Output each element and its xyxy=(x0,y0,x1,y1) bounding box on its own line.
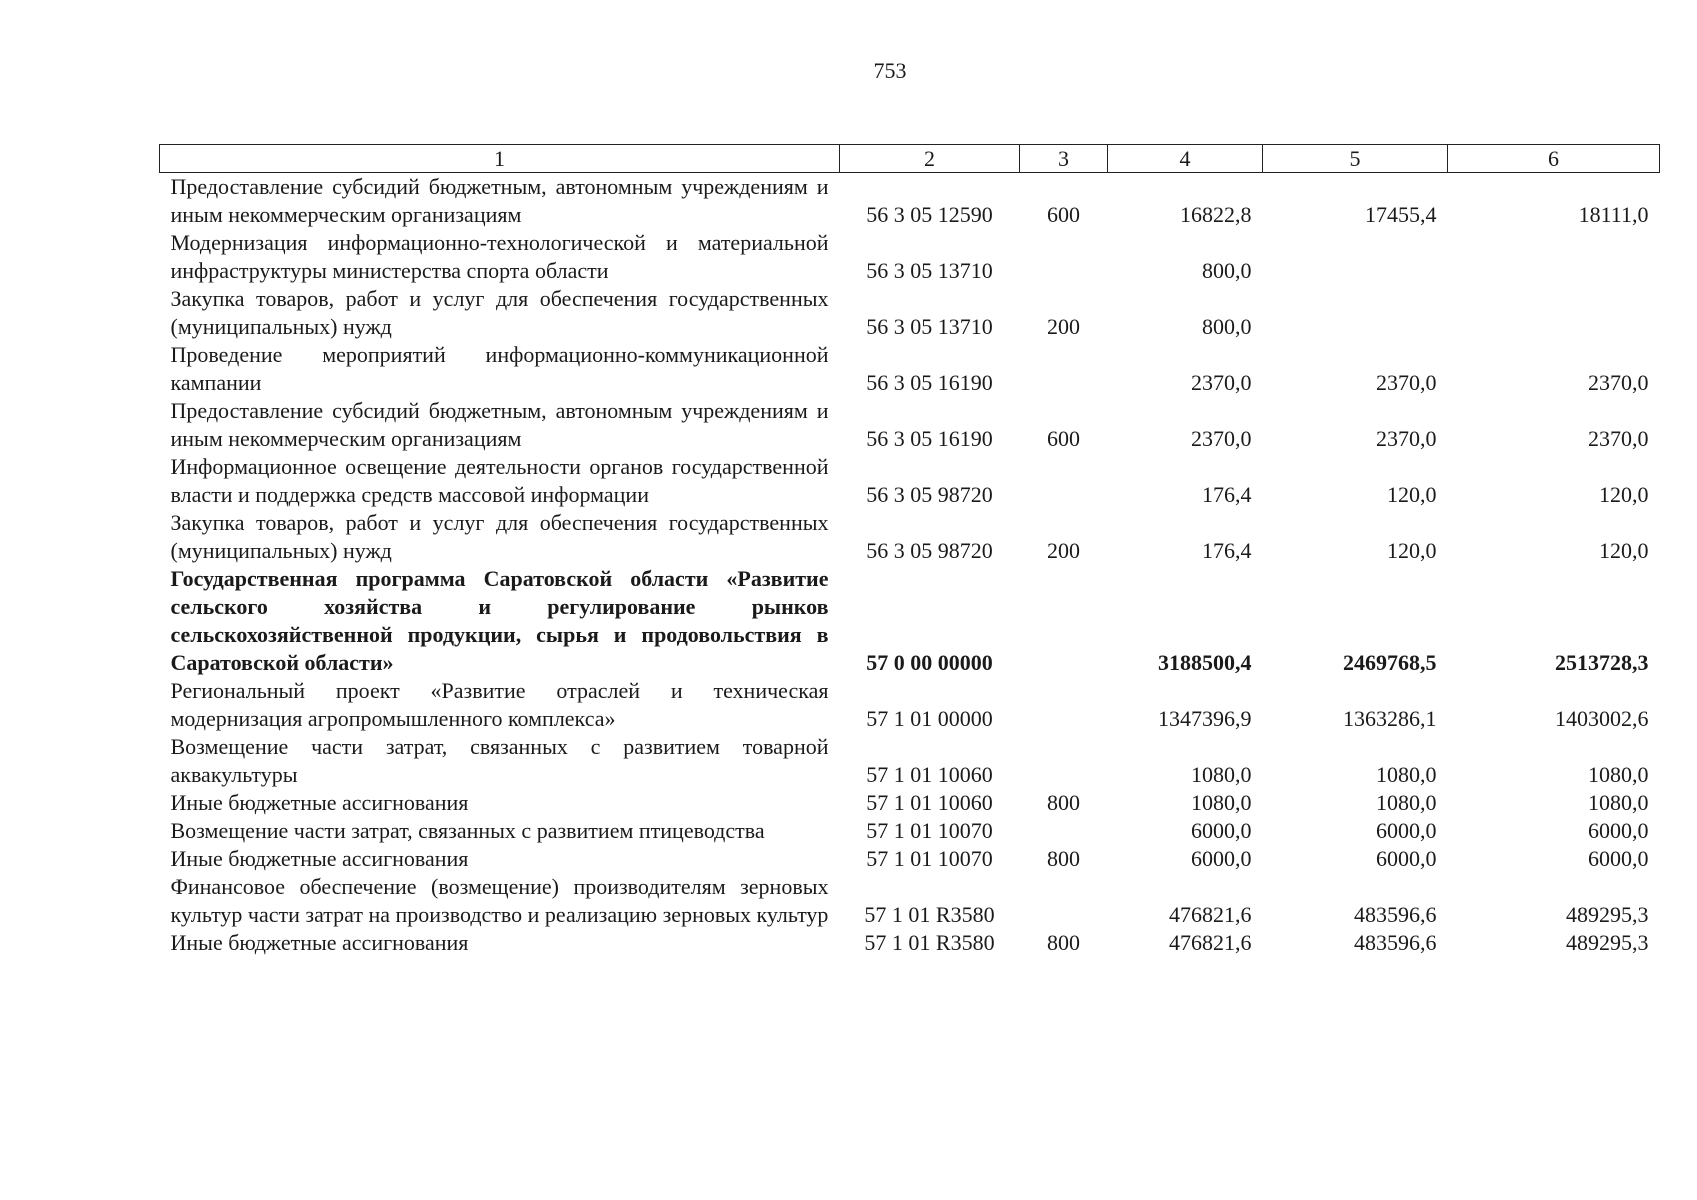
row-value-col4: 176,4 xyxy=(1202,482,1252,507)
row-name: Модернизация информационно-технологической и материальной инфраструктуры министерства спорта области xyxy=(170,230,829,283)
table-row xyxy=(160,677,1660,733)
row-expense-type: 200 xyxy=(1047,538,1080,563)
table-row xyxy=(160,817,1660,845)
row-value-col4: 2370,0 xyxy=(1191,370,1252,395)
row-value-col6: 489295,3 xyxy=(1566,902,1649,927)
row-expense-type: 800 xyxy=(1047,930,1080,955)
row-value-col6: 2370,0 xyxy=(1588,426,1649,451)
table-header xyxy=(160,145,1660,173)
table-row xyxy=(160,733,1660,789)
header-col-3: 3 xyxy=(1020,145,1108,173)
row-value-col6: 489295,3 xyxy=(1566,930,1649,955)
row-value-col4: 176,4 xyxy=(1202,538,1252,563)
row-expense-type xyxy=(1020,341,1108,397)
table-row xyxy=(160,453,1660,509)
row-code: 57 0 00 00000 xyxy=(866,650,993,675)
row-value-col5: 2469768,5 xyxy=(1343,650,1437,675)
row-value-col4: 1347396,9 xyxy=(1158,706,1252,731)
row-value-col4: 476821,6 xyxy=(1169,902,1252,927)
header-row xyxy=(160,145,1660,173)
row-value-col6: 120,0 xyxy=(1599,538,1649,563)
row-value-col4: 2370,0 xyxy=(1191,426,1252,451)
row-value-col6: 6000,0 xyxy=(1588,818,1649,843)
row-expense-type xyxy=(1020,229,1108,285)
table-body xyxy=(160,173,1660,958)
row-name: Закупка товаров, работ и услуг для обеспечения государственных (муниципальных) нужд xyxy=(170,286,829,339)
row-expense-type xyxy=(1020,565,1108,677)
row-value-col5: 17455,4 xyxy=(1365,202,1437,227)
row-expense-type xyxy=(1020,677,1108,733)
row-value-col5: 2370,0 xyxy=(1376,370,1437,395)
table-row xyxy=(160,789,1660,817)
table-row xyxy=(160,845,1660,873)
row-code: 57 1 01 R3580 xyxy=(864,902,995,927)
row-name: Иные бюджетные ассигнования xyxy=(170,790,469,815)
row-code: 57 1 01 10060 xyxy=(866,790,993,815)
row-value-col6 xyxy=(1448,229,1660,285)
row-value-col6: 1080,0 xyxy=(1588,790,1649,815)
table-row-program xyxy=(160,565,1660,677)
row-value-col5: 6000,0 xyxy=(1376,846,1437,871)
row-value-col6: 120,0 xyxy=(1599,482,1649,507)
row-value-col4: 6000,0 xyxy=(1191,818,1252,843)
table-row xyxy=(160,229,1660,285)
row-value-col5: 1080,0 xyxy=(1376,762,1437,787)
row-expense-type: 800 xyxy=(1047,846,1080,871)
row-value-col5: 6000,0 xyxy=(1376,818,1437,843)
row-expense-type xyxy=(1020,733,1108,789)
row-value-col5: 1363286,1 xyxy=(1343,706,1437,731)
row-name: Предоставление субсидий бюджетным, автономным учреждениям и иным некоммерческим организациям xyxy=(170,398,829,451)
row-name: Иные бюджетные ассигнования xyxy=(170,930,469,955)
header-col-4: 4 xyxy=(1108,145,1263,173)
header-col-5: 5 xyxy=(1263,145,1448,173)
table-row xyxy=(160,929,1660,957)
row-name: Предоставление субсидий бюджетным, автономным учреждениям и иным некоммерческим организациям xyxy=(170,174,829,227)
row-value-col5: 483596,6 xyxy=(1354,902,1437,927)
row-value-col5 xyxy=(1263,229,1448,285)
row-expense-type: 800 xyxy=(1047,790,1080,815)
row-value-col4: 6000,0 xyxy=(1191,846,1252,871)
row-name: Иные бюджетные ассигнования xyxy=(170,846,469,871)
header-col-6: 6 xyxy=(1448,145,1660,173)
row-code: 57 1 01 R3580 xyxy=(864,930,995,955)
row-value-col5 xyxy=(1263,285,1448,341)
page-number: 753 xyxy=(873,58,907,83)
header-col-2: 2 xyxy=(840,145,1020,173)
row-name: Информационное освещение деятельности органов государственной власти и поддержка средств массовой информации xyxy=(170,454,829,507)
table-row xyxy=(160,341,1660,397)
row-value-col6: 1403002,6 xyxy=(1555,706,1649,731)
table-row xyxy=(160,873,1660,929)
row-value-col6: 1080,0 xyxy=(1588,762,1649,787)
row-expense-type: 600 xyxy=(1047,426,1080,451)
row-value-col6: 2513728,3 xyxy=(1555,650,1649,675)
row-value-col4: 476821,6 xyxy=(1169,930,1252,955)
row-name: Финансовое обеспечение (возмещение) производителям зерновых культур части затрат на производство и реализацию зерновых культур xyxy=(170,874,829,927)
row-code: 56 3 05 16190 xyxy=(866,370,993,395)
row-name: Государственная программа Саратовской области «Развитие сельского хозяйства и регулирование рынков сельскохозяйственной продукции, сырья и продовольствия в Саратовской области» xyxy=(170,566,829,675)
row-name: Возмещение части затрат, связанных с развитием товарной аквакультуры xyxy=(170,734,829,787)
row-value-col4: 800,0 xyxy=(1202,314,1252,339)
row-value-col6 xyxy=(1448,285,1660,341)
row-expense-type: 600 xyxy=(1047,202,1080,227)
budget-table xyxy=(159,144,1660,957)
row-code: 56 3 05 13710 xyxy=(866,314,993,339)
header-col-1: 1 xyxy=(160,145,840,173)
row-name: Проведение мероприятий информационно-коммуникационной кампании xyxy=(170,342,829,395)
table-row xyxy=(160,397,1660,453)
row-value-col5: 483596,6 xyxy=(1354,930,1437,955)
row-value-col5: 120,0 xyxy=(1387,538,1437,563)
row-value-col5: 120,0 xyxy=(1387,482,1437,507)
row-value-col6: 18111,0 xyxy=(1578,202,1649,227)
row-value-col6: 6000,0 xyxy=(1588,846,1649,871)
row-value-col4: 800,0 xyxy=(1202,258,1252,283)
row-expense-type xyxy=(1020,873,1108,929)
row-code: 57 1 01 10060 xyxy=(866,762,993,787)
row-code: 57 1 01 10070 xyxy=(866,846,993,871)
row-expense-type xyxy=(1020,817,1108,845)
row-expense-type xyxy=(1020,453,1108,509)
row-name: Региональный проект «Развитие отраслей и техническая модернизация агропромышленного комплекса» xyxy=(170,678,829,731)
row-name: Возмещение части затрат, связанных с развитием птицеводства xyxy=(170,818,765,843)
row-value-col4: 16822,8 xyxy=(1180,202,1252,227)
row-expense-type: 200 xyxy=(1047,314,1080,339)
row-code: 56 3 05 13710 xyxy=(866,258,993,283)
row-value-col4: 1080,0 xyxy=(1191,762,1252,787)
row-value-col4: 1080,0 xyxy=(1191,790,1252,815)
row-code: 57 1 01 10070 xyxy=(866,818,993,843)
row-value-col5: 1080,0 xyxy=(1376,790,1437,815)
table-row xyxy=(160,509,1660,565)
row-value-col5: 2370,0 xyxy=(1376,426,1437,451)
row-value-col6: 2370,0 xyxy=(1588,370,1649,395)
row-code: 56 3 05 16190 xyxy=(866,426,993,451)
row-code: 56 3 05 12590 xyxy=(866,202,993,227)
row-code: 57 1 01 00000 xyxy=(866,706,993,731)
row-name: Закупка товаров, работ и услуг для обеспечения государственных (муниципальных) нужд xyxy=(170,510,829,563)
table-row xyxy=(160,285,1660,341)
row-code: 56 3 05 98720 xyxy=(866,482,993,507)
row-code: 56 3 05 98720 xyxy=(866,538,993,563)
row-value-col4: 3188500,4 xyxy=(1158,650,1252,675)
table-row xyxy=(160,173,1660,230)
